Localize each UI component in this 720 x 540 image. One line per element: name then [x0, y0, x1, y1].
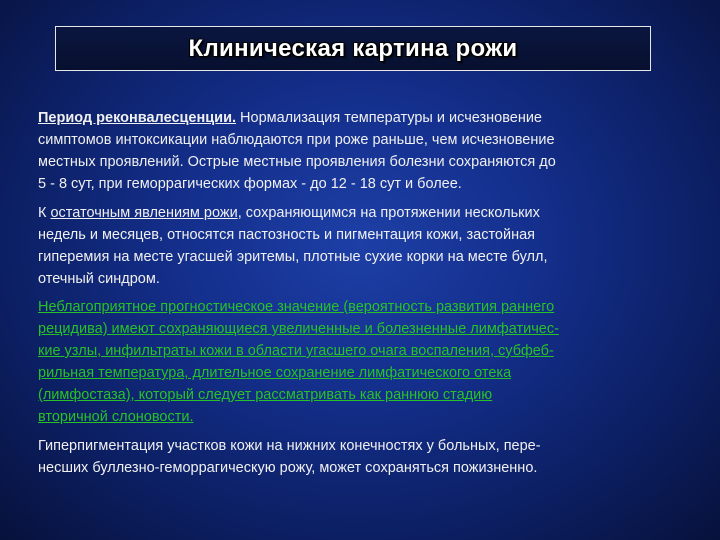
prognosis-line[interactable]: вторичной слоновости. [38, 409, 194, 425]
paragraph-residual-effects [38, 202, 688, 290]
convalescence-heading: Период реконвалесценции. [38, 110, 237, 126]
paragraph-line: отечный синдром. [38, 271, 160, 287]
prognosis-line[interactable]: кие узлы, инфильтраты кожи в области угасшего очага воспаления, субфеб- [38, 343, 554, 359]
paragraph-hyperpigmentation [38, 435, 688, 479]
paragraph-convalescence [38, 107, 688, 195]
paragraph-line: недель и месяцев, относятся пастозность и пигментация кожи, застойная [38, 227, 536, 243]
paragraph-line: симптомов интоксикации наблюдаются при роже раньше, чем исчезновение [38, 132, 555, 148]
prognosis-line[interactable]: рецидива) имеют сохраняющиеся увеличенные и болезненные лимфатичес- [38, 321, 559, 337]
paragraph-text: , сохраняющимся на протяжении нескольких [237, 205, 540, 221]
prognosis-line[interactable]: рильная температура, длительное сохранение лимфатического отека [38, 365, 512, 381]
paragraph-line [38, 107, 688, 129]
residual-effects-link[interactable]: остаточным явлениям рожи [50, 205, 238, 221]
paragraph-line: 5 - 8 сут, при геморрагических формах - до 12 - 18 сут и более. [38, 176, 462, 192]
paragraph-text: К [38, 205, 51, 221]
paragraph-line: гиперемия на месте угасшей эритемы, плотные сухие корки на месте булл, [38, 249, 548, 265]
title-box [55, 26, 651, 71]
slide-title: Клиническая картина рожи [188, 34, 518, 62]
paragraph-prognosis-link[interactable] [38, 296, 688, 428]
paragraph-text: Нормализация температуры и исчезновение [236, 110, 542, 126]
prognosis-line[interactable]: (лимфостаза), который следует рассматривать как раннюю стадию [38, 387, 493, 403]
prognosis-line[interactable]: Неблагоприятное прогностическое значение (вероятность развития раннего [38, 299, 555, 315]
paragraph-line [38, 202, 688, 224]
paragraph-line: местных проявлений. Острые местные проявления болезни сохраняются до [38, 154, 556, 170]
paragraph-line: Гиперпигментация участков кожи на нижних конечностях у больных, пере- [38, 438, 541, 454]
paragraph-line: несших буллезно-геморрагическую рожу, может сохраняться пожизненно. [38, 460, 538, 476]
